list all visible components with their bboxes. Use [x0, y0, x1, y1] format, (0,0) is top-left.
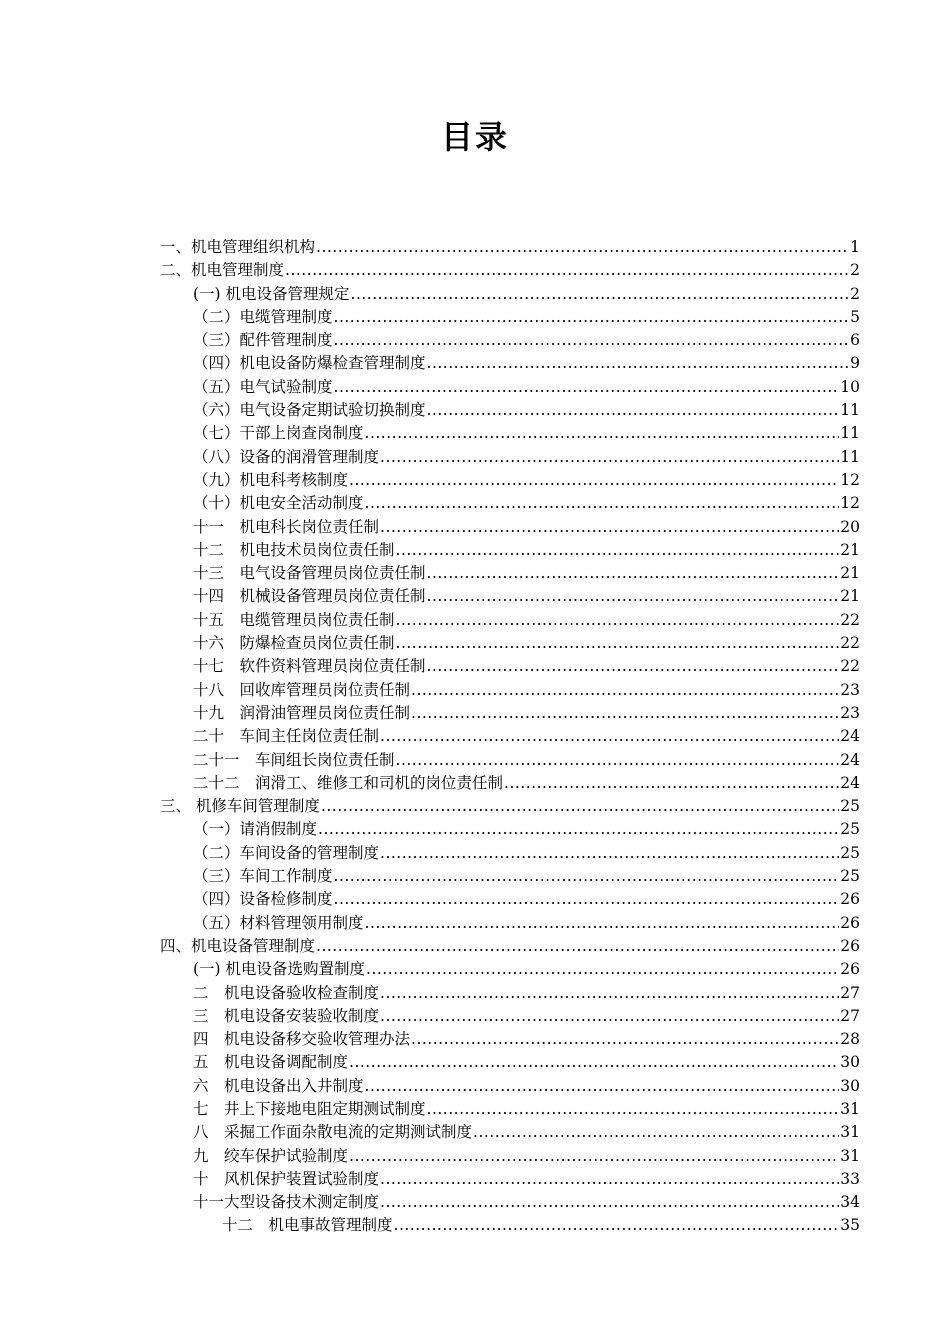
toc-entry[interactable]: [0, 446, 950, 469]
toc-entry-label: 二十一 车间组长岗位责任制: [193, 750, 395, 769]
toc-entry-page-number: 30: [840, 1076, 860, 1095]
toc-entry-label: 二十二 润滑工、维修工和司机的岗位责任制: [193, 773, 504, 792]
toc-entry-label: （十）机电安全活动制度: [193, 494, 364, 513]
toc-entry-page-number: 25: [840, 843, 860, 862]
toc-entry[interactable]: [0, 492, 950, 515]
toc-entry-page-number: 22: [840, 634, 860, 653]
toc-entry-label: 二、机电管理制度: [160, 261, 285, 280]
toc-entry[interactable]: [0, 283, 950, 306]
page-title: 目录: [440, 118, 509, 156]
toc-entry[interactable]: [0, 1191, 950, 1214]
toc-entry[interactable]: [0, 912, 950, 935]
toc-entry[interactable]: [0, 865, 950, 888]
toc-entry-label: 十七 软件资料管理员岗位责任制: [193, 657, 426, 676]
toc-entry-page-number: 11: [840, 401, 860, 420]
toc-entry[interactable]: [0, 1168, 950, 1191]
toc-entry-page-number: 9: [850, 354, 860, 373]
toc-entry-label: 十一 机电科长岗位责任制: [193, 517, 380, 536]
toc-entry-label: （三）配件管理制度: [193, 331, 333, 350]
toc-entry-label: （二）车间设备的管理制度: [193, 843, 380, 862]
toc-leader-dots: [427, 352, 850, 375]
toc-entry-label: 三、 机修车间管理制度: [160, 797, 320, 816]
toc-entry-page-number: 31: [840, 1146, 860, 1165]
toc-leader-dots: [427, 1098, 840, 1121]
toc-entry-label: 十二 机电事故管理制度: [222, 1216, 393, 1235]
toc-leader-dots: [334, 888, 840, 911]
toc-leader-dots: [411, 1028, 839, 1051]
toc-entry-page-number: 33: [840, 1169, 860, 1188]
toc-entry[interactable]: [0, 888, 950, 911]
toc-entry[interactable]: [0, 259, 950, 282]
toc-entry[interactable]: [0, 516, 950, 539]
toc-entry-label: （四）设备检修制度: [193, 890, 333, 909]
toc-entry-page-number: 26: [840, 890, 860, 909]
toc-leader-dots: [334, 376, 840, 399]
toc-entry[interactable]: [0, 1075, 950, 1098]
toc-entry-label: 二 机电设备验收检查制度: [193, 983, 380, 1002]
toc-entry-label: 九 绞车保护试验制度: [193, 1146, 349, 1165]
toc-entry-label: （三）车间工作制度: [193, 867, 333, 886]
toc-leader-dots: [504, 772, 839, 795]
toc-entry-label: 十八 回收库管理员岗位责任制: [193, 680, 411, 699]
toc-entry[interactable]: [0, 818, 950, 841]
toc-entry[interactable]: [0, 422, 950, 445]
toc-entry-page-number: 22: [840, 610, 860, 629]
toc-entry-page-number: 25: [840, 797, 860, 816]
toc-entry-page-number: 11: [840, 447, 860, 466]
toc-leader-dots: [365, 912, 840, 935]
toc-entry-page-number: 25: [840, 867, 860, 886]
toc-entry[interactable]: [0, 1005, 950, 1028]
toc-entry-label: 十四 机械设备管理员岗位责任制: [193, 587, 426, 606]
toc-leader-dots: [334, 865, 840, 888]
toc-leader-dots: [396, 749, 840, 772]
toc-entry[interactable]: [0, 306, 950, 329]
toc-entry[interactable]: [0, 655, 950, 678]
toc-leader-dots: [380, 842, 839, 865]
toc-leader-dots: [427, 655, 840, 678]
toc-entry-page-number: 20: [840, 517, 860, 536]
toc-entry[interactable]: [0, 1145, 950, 1168]
toc-entry-label: 八 采掘工作面杂散电流的定期测试制度: [193, 1123, 473, 1142]
toc-entry-page-number: 26: [840, 936, 860, 955]
toc-entry-label: （一）请消假制度: [193, 820, 318, 839]
toc-entry[interactable]: [0, 958, 950, 981]
toc-leader-dots: [321, 795, 839, 818]
toc-entry-page-number: 35: [840, 1216, 860, 1235]
toc-entry[interactable]: [0, 539, 950, 562]
toc-entry-label: 十五 电缆管理员岗位责任制: [193, 610, 395, 629]
toc-entry[interactable]: [0, 842, 950, 865]
toc-leader-dots: [349, 1051, 839, 1074]
toc-entry[interactable]: [0, 236, 950, 259]
toc-leader-dots: [380, 1005, 839, 1028]
toc-leader-dots: [411, 679, 839, 702]
toc-leader-dots: [396, 632, 840, 655]
toc-leader-dots: [334, 306, 850, 329]
toc-leader-dots: [349, 469, 839, 492]
toc-entry-label: 四 机电设备移交验收管理办法: [193, 1030, 411, 1049]
toc-entry-label: 七 井上下接地电阻定期测试制度: [193, 1099, 426, 1118]
toc-leader-dots: [396, 539, 840, 562]
toc-leader-dots: [427, 399, 840, 422]
toc-entry-page-number: 31: [840, 1123, 860, 1142]
toc-entry[interactable]: [0, 1214, 950, 1237]
toc-entry[interactable]: [0, 399, 950, 422]
toc-entry[interactable]: [0, 935, 950, 958]
toc-entry[interactable]: [0, 1051, 950, 1074]
toc-entry-page-number: 28: [840, 1030, 860, 1049]
toc-entry-label: 四、机电设备管理制度: [160, 936, 316, 955]
toc-entry-label: （六）电气设备定期试验切换制度: [193, 401, 426, 420]
toc-leader-dots: [380, 446, 839, 469]
toc-entry-page-number: 31: [840, 1099, 860, 1118]
toc-leader-dots: [396, 609, 840, 632]
toc-entry-page-number: 26: [840, 960, 860, 979]
toc-leader-dots: [365, 1075, 840, 1098]
toc-entry-page-number: 11: [840, 424, 860, 443]
toc-leader-dots: [316, 236, 849, 259]
toc-leader-dots: [380, 725, 839, 748]
toc-entry-page-number: 2: [850, 284, 860, 303]
toc-entry-page-number: 2: [850, 261, 860, 280]
toc-entry-page-number: 12: [840, 470, 860, 489]
toc-entry[interactable]: [0, 679, 950, 702]
toc-entry-label: (一) 机电设备管理规定: [193, 284, 350, 303]
toc-entry-page-number: 1: [850, 238, 860, 256]
toc-leader-dots: [349, 1145, 839, 1168]
toc-leader-dots: [365, 422, 840, 445]
toc-entry-page-number: 6: [850, 331, 860, 350]
toc-entry-page-number: 10: [840, 377, 860, 396]
toc-leader-dots: [411, 702, 839, 725]
toc-entry-page-number: 12: [840, 494, 860, 513]
toc-entry-label: (一) 机电设备选购置制度: [193, 960, 366, 979]
toc-leader-dots: [316, 935, 839, 958]
toc-entry[interactable]: [0, 772, 950, 795]
toc-entry[interactable]: [0, 376, 950, 399]
toc-entry-page-number: 25: [840, 820, 860, 839]
toc-leader-dots: [380, 1168, 839, 1191]
toc-entry[interactable]: [0, 1028, 950, 1051]
toc-leader-dots: [473, 1121, 839, 1144]
toc-entry[interactable]: [0, 329, 950, 352]
toc-entry-page-number: 21: [840, 587, 860, 606]
toc-entry[interactable]: [0, 609, 950, 632]
toc-entry-page-number: 27: [840, 1006, 860, 1025]
toc-entry-label: 十九 润滑油管理员岗位责任制: [193, 703, 411, 722]
toc-entry-label: 六 机电设备出入井制度: [193, 1076, 364, 1095]
toc-entry[interactable]: [0, 562, 950, 585]
toc-entry-label: （九）机电科考核制度: [193, 470, 349, 489]
toc-leader-dots: [334, 329, 850, 352]
toc-entry[interactable]: [0, 749, 950, 772]
toc-entry[interactable]: [0, 725, 950, 748]
toc-entry[interactable]: [0, 469, 950, 492]
toc-leader-dots: [365, 492, 840, 515]
toc-entry-label: 二十 车间主任岗位责任制: [193, 727, 380, 746]
toc-entry-page-number: 21: [840, 564, 860, 583]
toc-leader-dots: [351, 283, 850, 306]
toc-entry[interactable]: [0, 1098, 950, 1121]
toc-entry-page-number: 23: [840, 680, 860, 699]
toc-leader-dots: [380, 982, 839, 1005]
toc-entry-page-number: 34: [840, 1193, 860, 1212]
toc-entry-label: （七）干部上岗查岗制度: [193, 424, 364, 443]
toc-entry-page-number: 23: [840, 703, 860, 722]
toc-leader-dots: [366, 958, 839, 981]
toc-entry[interactable]: [0, 585, 950, 608]
toc-leader-dots: [380, 1191, 839, 1214]
toc-entry-label: （五）电气试验制度: [193, 377, 333, 396]
toc-entry[interactable]: [0, 795, 950, 818]
toc-leader-dots: [394, 1214, 840, 1237]
toc-entry-page-number: 27: [840, 983, 860, 1002]
toc-entry[interactable]: [0, 632, 950, 655]
toc-leader-dots: [318, 818, 839, 841]
toc-leader-dots: [380, 516, 839, 539]
toc-entry-page-number: 22: [840, 657, 860, 676]
toc-entry-page-number: 26: [840, 913, 860, 932]
toc-entry[interactable]: [0, 1121, 950, 1144]
toc-entry-page-number: 30: [840, 1053, 860, 1072]
toc-entry[interactable]: [0, 702, 950, 725]
toc-entry-label: 十六 防爆检查员岗位责任制: [193, 634, 395, 653]
toc-entry[interactable]: [0, 982, 950, 1005]
toc-entry-label: 十 风机保护装置试验制度: [193, 1169, 380, 1188]
toc-entry-label: （八）设备的润滑管理制度: [193, 447, 380, 466]
table-of-contents: [0, 236, 950, 1238]
toc-leader-dots: [285, 259, 849, 282]
toc-entry-page-number: 24: [840, 750, 860, 769]
toc-entry-label: （四）机电设备防爆检查管理制度: [193, 354, 426, 373]
toc-entry-page-number: 21: [840, 540, 860, 559]
toc-leader-dots: [427, 585, 840, 608]
toc-entry-label: 一、机电管理组织机构: [160, 238, 316, 256]
toc-entry-label: 三 机电设备安装验收制度: [193, 1006, 380, 1025]
toc-entry-page-number: 24: [840, 727, 860, 746]
toc-entry-label: 十二 机电技术员岗位责任制: [193, 540, 395, 559]
toc-entry-label: 五 机电设备调配制度: [193, 1053, 349, 1072]
toc-entry-page-number: 5: [850, 307, 860, 326]
toc-leader-dots: [427, 562, 840, 585]
toc-entry-label: 十三 电气设备管理员岗位责任制: [193, 564, 426, 583]
toc-entry-label: 十一大型设备技术测定制度: [193, 1193, 380, 1212]
toc-entry-label: （五）材料管理领用制度: [193, 913, 364, 932]
toc-entry[interactable]: [0, 352, 950, 375]
toc-entry-label: （二）电缆管理制度: [193, 307, 333, 326]
toc-entry-page-number: 24: [840, 773, 860, 792]
